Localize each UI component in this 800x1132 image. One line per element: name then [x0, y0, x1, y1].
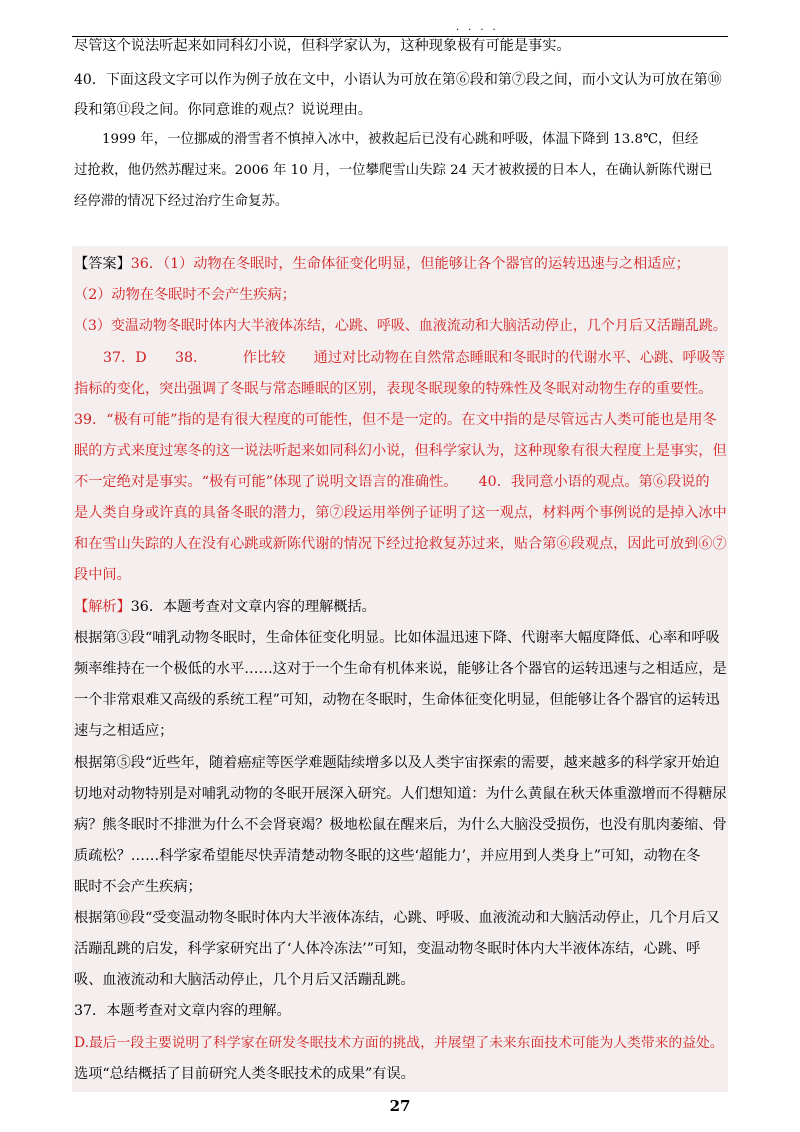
question-40-line-1: 40．下面这段文字可以作为例子放在文中，小语认为可放在第⑥段和第⑦段之间，而小文认为可放在第⑩ [74, 72, 722, 88]
answer-line-9: 是人类自身或许真的具备冬眠的潜力，第⑦段运用举例子证明了这一观点，材料两个事例说的是掉入冰中 [74, 505, 727, 521]
analysis-line-5: 速与之相适应； [74, 723, 174, 739]
material-line-2: 过抢救，他仍然苏醒过来。2006 年 10 月，一位攀爬雪山失踪 24 天才被救援的日本人，在确认新陈代谢已 [74, 163, 713, 178]
answer-tag: 【答案】 [74, 256, 131, 272]
analysis-text-1: 36．本题考查对文章内容的理解概括。 [130, 599, 376, 615]
answer-line-1 [74, 254, 690, 274]
analysis-line-10: 眠时不会产生疾病； [74, 879, 202, 895]
top-text: 尽管这个说法听起来如同科幻小说，但科学家认为，这种现象极有可能是事实。 [74, 38, 571, 54]
analysis-line-9: 质疏松？……科学家希望能尽快弄清楚动物冬眠的这些‘超能力’，并应用到人类身上”可知，动物在冬 [74, 848, 701, 864]
answer-line-4: 37．D 38． 作比较 通过对比动物在自然常态睡眠和冬眠时的代谢水平、心跳、呼吸等 [103, 350, 726, 366]
analysis-line-16: 选项“总结概括了目前研究人类冬眠技术的成果”有误。 [74, 1066, 415, 1082]
analysis-line-6: 根据第⑤段“近些年，随着癌症等医学难题陆续增多以及人类宇宙探索的需要，越来越多的科学家开始迫 [74, 755, 720, 771]
analysis-line-1 [74, 597, 376, 617]
material-line-1: 1999 年，一位挪威的滑雪者不慎掉入冰中，被救起后已没有心跳和呼吸，体温下降到 13.8℃，但经 [102, 132, 699, 147]
analysis-line-14: 37．本题考查对文章内容的理解。 [74, 1003, 291, 1019]
analysis-line-13: 吸、血液流动和大脑活动停止，几个月后又活蹦乱跳。 [74, 972, 415, 988]
answer-line-11: 段中间。 [74, 567, 131, 583]
analysis-tag: 【解析】 [74, 599, 131, 615]
question-40-line-2: 段和第⑪段之间。你同意谁的观点？说说理由。 [74, 102, 372, 118]
analysis-line-4: 一个非常艰难又高级的系统工程”可知，动物在冬眠时，生命体征变化明显，但能够让各个器官的运转迅 [74, 692, 720, 708]
analysis-line-15: D.最后一段主要说明了科学家在研发冬眠技术方面的挑战，并展望了未来东面技术可能为人类带来的益处。 [74, 1035, 724, 1051]
answer-line-7: 眠的方式来度过寒冬的这一说法听起来如同科幻小说，但科学家认为，这种现象有很大程度上是事实，但 [74, 443, 727, 459]
answer-line-3: （3）变温动物冬眠时体内大半液体冻结，心跳、呼吸、血液流动和大脑活动停止，几个月后又活蹦乱跳。 [74, 318, 727, 334]
analysis-line-2: 根据第③段“哺乳动物冬眠时，生命体征变化明显。比如体温迅速下降、代谢率大幅度降低、心率和呼吸 [74, 630, 720, 646]
emphasis-dots: ···· [456, 25, 505, 36]
analysis-line-11: 根据第⑩段“受变温动物冬眠时体内大半液体冻结，心跳、呼吸、血液流动和大脑活动停止，几个月后又 [74, 910, 720, 926]
analysis-line-7: 切地对动物特别是对哺乳动物的冬眠开展深入研究。人们想知道：为什么黄鼠在秋天体重激增而不得糖尿 [74, 786, 727, 802]
answer-line-6: 39．“极有可能”指的是有很大程度的可能性，但不是一定的。在文中指的是尽管远古人类可能也是用冬 [74, 412, 717, 428]
answer-line-10: 和在雪山失踪的人在没有心跳或新陈代谢的情况下经过抢救复苏过来，贴合第⑥段观点，因此可放到⑥⑦ [74, 536, 727, 552]
answer-line-2: （2）动物在冬眠时不会产生疾病； [74, 287, 296, 303]
answer-text-1: 36．（1）动物在冬眠时，生命体征变化明显，但能够让各个器官的运转迅速与之相适应； [130, 256, 690, 272]
answer-line-8: 不一定绝对是事实。“极有可能”体现了说明文语言的准确性。 40．我同意小语的观点。第⑥段说的 [74, 474, 710, 490]
page-number: 27 [389, 1097, 411, 1115]
answer-line-5: 指标的变化，突出强调了冬眠与常态睡眠的区别，表现冬眠现象的特殊性及冬眠对动物生存的重要性。 [74, 381, 713, 397]
analysis-line-8: 病？熊冬眠时不排泄为什么不会肾衰竭？极地松鼠在醒来后，为什么大脑没受损伤，也没有肌肉萎缩、骨 [74, 817, 727, 833]
material-line-3: 经停滞的情况下经过治疗生命复苏。 [74, 194, 289, 209]
analysis-line-12: 活蹦乱跳的启发，科学家研究出了‘人体冷冻法’”可知，变温动物冬眠时体内大半液体冻结，心跳、呼 [74, 941, 701, 957]
analysis-line-3: 频率维持在一个极低的水平……这对于一个生命有机体来说，能够让各个器官的运转迅速与之相适应，是 [74, 661, 727, 677]
